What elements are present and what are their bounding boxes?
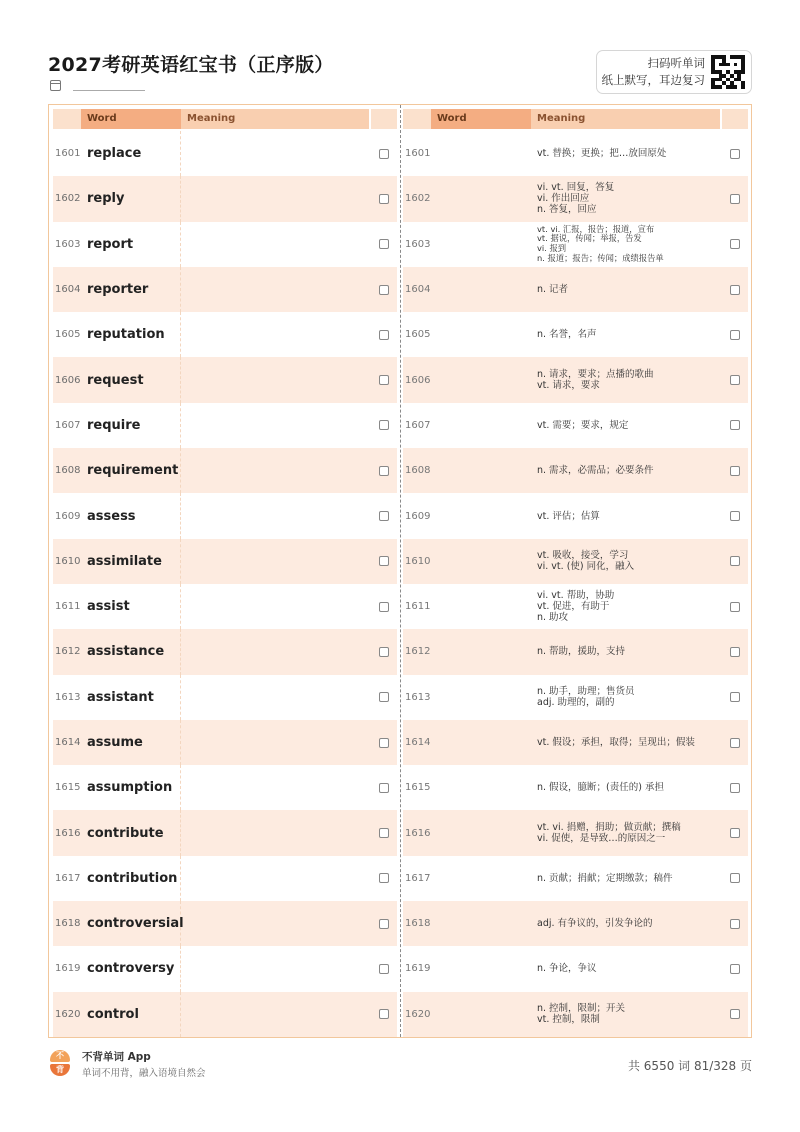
check-cell — [371, 222, 397, 267]
word-blank[interactable] — [431, 493, 531, 538]
checkbox[interactable] — [730, 828, 740, 838]
checkbox[interactable] — [730, 1009, 740, 1019]
table-row — [53, 629, 397, 674]
checkbox[interactable] — [379, 375, 389, 385]
checkbox[interactable] — [379, 194, 389, 204]
row-number: 1602 — [405, 193, 431, 205]
row-number: 1603 — [405, 238, 431, 250]
table-row — [53, 357, 397, 402]
check-cell — [722, 856, 748, 901]
header-number-cell — [403, 109, 431, 129]
row-number: 1608 — [55, 465, 81, 477]
app-name: 不背单词 App — [82, 1051, 151, 1063]
check-cell — [371, 584, 397, 629]
table-row — [53, 856, 397, 901]
row-number: 1601 — [55, 148, 81, 160]
table-row — [53, 493, 397, 538]
app-slogan: 单词不用背，融入语境自然会 — [82, 1068, 206, 1079]
checkbox[interactable] — [730, 738, 740, 748]
check-cell — [371, 493, 397, 538]
row-number: 1602 — [55, 193, 81, 205]
table-row — [53, 539, 397, 584]
row-number: 1619 — [405, 963, 431, 975]
table-row — [403, 810, 748, 855]
table-row — [53, 222, 397, 267]
row-word: contribute — [81, 810, 181, 855]
row-meaning: n. 争论，争议 — [537, 963, 597, 975]
row-word: assistant — [81, 675, 181, 720]
table-row — [53, 312, 397, 357]
row-word: request — [81, 357, 181, 402]
left-dictation-column — [53, 105, 397, 1037]
checkbox[interactable] — [730, 330, 740, 340]
row-word: replace — [81, 131, 181, 176]
row-number: 1611 — [405, 601, 431, 613]
check-cell — [371, 901, 397, 946]
table-row — [53, 901, 397, 946]
row-number: 1606 — [405, 374, 431, 386]
row-number: 1609 — [405, 510, 431, 522]
row-number: 1611 — [55, 601, 81, 613]
row-word: assume — [81, 720, 181, 765]
row-word: require — [81, 403, 181, 448]
check-cell — [722, 222, 748, 267]
table-row — [403, 222, 748, 267]
check-cell — [371, 992, 397, 1037]
table-row — [53, 992, 397, 1037]
checkbox[interactable] — [379, 1009, 389, 1019]
page-title: 2027考研英语红宝书（正序版） — [48, 54, 334, 76]
table-row — [403, 946, 748, 991]
table-row — [53, 584, 397, 629]
row-number: 1615 — [55, 782, 81, 794]
check-cell — [371, 539, 397, 584]
table-row — [53, 403, 397, 448]
page-info: 共 6550 词 81/328 页 — [627, 1059, 752, 1073]
checkbox[interactable] — [379, 511, 389, 521]
row-word: assistance — [81, 629, 181, 674]
checkbox[interactable] — [379, 738, 389, 748]
checkbox[interactable] — [730, 466, 740, 476]
check-cell — [722, 493, 748, 538]
table-row — [53, 720, 397, 765]
checkbox[interactable] — [730, 420, 740, 430]
row-number: 1609 — [55, 510, 81, 522]
date-field — [50, 80, 145, 91]
check-cell — [371, 946, 397, 991]
table-row — [53, 448, 397, 493]
check-cell — [371, 403, 397, 448]
checkbox[interactable] — [730, 556, 740, 566]
checkbox[interactable] — [730, 511, 740, 521]
checkbox[interactable] — [730, 692, 740, 702]
row-number: 1616 — [55, 827, 81, 839]
word-blank[interactable] — [431, 946, 531, 991]
row-meaning: adj. 有争议的，引发争论的 — [537, 918, 653, 930]
check-cell — [722, 131, 748, 176]
row-meaning: vt. vi. 汇报，报告；报道，宣布 vt. 据说，传闻；举报，告发 vi. 报到 n. 报道；报告；传闻；成绩报告单 — [537, 223, 664, 264]
row-number: 1605 — [405, 329, 431, 341]
row-meaning: vt. 吸收，接受，学习 vi. vt. (使) 同化，融入 — [537, 550, 635, 573]
table-row — [403, 539, 748, 584]
row-number: 1608 — [405, 465, 431, 477]
row-meaning: n. 贡献；捐献；定期缴款；稿件 — [537, 872, 673, 884]
table-row — [403, 176, 748, 221]
left-rows — [53, 131, 397, 1037]
check-cell — [722, 357, 748, 402]
check-cell — [722, 267, 748, 312]
word-table — [48, 104, 752, 1038]
row-word: assumption — [81, 765, 181, 810]
word-blank[interactable] — [431, 720, 531, 765]
table-row — [53, 675, 397, 720]
checkbox[interactable] — [730, 647, 740, 657]
check-cell — [371, 810, 397, 855]
row-number: 1607 — [405, 419, 431, 431]
qr-caption-line1: 扫码听单词 — [647, 56, 705, 70]
row-number: 1610 — [405, 555, 431, 567]
checkbox[interactable] — [730, 194, 740, 204]
row-number: 1612 — [405, 646, 431, 658]
row-meaning: vt. 评估；估算 — [537, 510, 600, 522]
checkbox[interactable] — [379, 420, 389, 430]
right-answer-column — [403, 105, 748, 1037]
word-blank[interactable] — [431, 403, 531, 448]
checkbox[interactable] — [379, 149, 389, 159]
row-meaning: n. 记者 — [537, 284, 569, 296]
row-number: 1605 — [55, 329, 81, 341]
check-cell — [371, 675, 397, 720]
check-cell — [722, 312, 748, 357]
date-blank-line — [73, 81, 145, 91]
header-meaning: Meaning — [181, 109, 369, 129]
word-blank[interactable] — [431, 629, 531, 674]
header-number-cell — [53, 109, 81, 129]
row-meaning: vi. vt. 帮助，协助 vt. 促进，有助于 n. 助攻 — [537, 590, 615, 624]
row-meaning: vt. 需要；要求，规定 — [537, 419, 629, 431]
check-cell — [371, 312, 397, 357]
row-word: reply — [81, 176, 181, 221]
word-blank[interactable] — [431, 357, 531, 402]
checkbox[interactable] — [379, 783, 389, 793]
check-cell — [722, 448, 748, 493]
checkbox[interactable] — [730, 375, 740, 385]
word-blank[interactable] — [431, 584, 531, 629]
check-cell — [371, 448, 397, 493]
checkbox[interactable] — [730, 149, 740, 159]
row-number: 1603 — [55, 238, 81, 250]
table-row — [403, 901, 748, 946]
row-meaning: n. 帮助，援助，支持 — [537, 646, 626, 658]
table-row — [403, 267, 748, 312]
word-blank[interactable] — [431, 312, 531, 357]
table-row — [403, 584, 748, 629]
checkbox[interactable] — [379, 647, 389, 657]
row-word: reputation — [81, 312, 181, 357]
row-word: requirement — [81, 448, 181, 493]
row-number: 1617 — [55, 872, 81, 884]
checkbox[interactable] — [730, 285, 740, 295]
row-word: reporter — [81, 267, 181, 312]
check-cell — [371, 267, 397, 312]
word-blank[interactable] — [431, 810, 531, 855]
header-meaning: Meaning — [531, 109, 720, 129]
row-number: 1615 — [405, 782, 431, 794]
check-cell — [722, 810, 748, 855]
qr-module — [741, 85, 745, 89]
check-cell — [722, 629, 748, 674]
row-word: assist — [81, 584, 181, 629]
row-number: 1618 — [55, 918, 81, 930]
checkbox[interactable] — [730, 602, 740, 612]
table-row — [53, 131, 397, 176]
row-number: 1614 — [405, 737, 431, 748]
row-number: 1614 — [55, 737, 81, 748]
checkbox[interactable] — [379, 873, 389, 883]
word-blank[interactable] — [431, 131, 531, 176]
checkbox[interactable] — [730, 239, 740, 249]
row-meaning: vt. vi. 捐赠，捐助；做贡献；撰稿 vi. 促使，是导致…的原因之一 — [537, 822, 681, 845]
table-row — [403, 720, 748, 765]
left-table-header — [53, 109, 397, 129]
word-blank[interactable] — [431, 675, 531, 720]
row-number: 1613 — [405, 691, 431, 703]
row-meaning: n. 控制，限制；开关 vt. 控制，限制 — [537, 1003, 626, 1026]
table-row — [403, 675, 748, 720]
header-word: Word — [81, 109, 181, 129]
word-blank[interactable] — [431, 901, 531, 946]
check-cell — [371, 856, 397, 901]
check-cell — [722, 176, 748, 221]
header-check-cell — [722, 109, 748, 129]
row-word: contribution — [81, 856, 181, 901]
check-cell — [722, 675, 748, 720]
row-number: 1612 — [55, 646, 81, 658]
row-meaning: vt. 替换；更换；把…放回原处 — [537, 148, 667, 160]
qr-audio-box[interactable] — [596, 50, 752, 94]
check-cell — [371, 765, 397, 810]
row-number: 1616 — [405, 827, 431, 839]
right-rows — [403, 131, 748, 1037]
calendar-icon — [50, 80, 61, 91]
table-row — [403, 493, 748, 538]
row-meaning: vi. vt. 回复，答复 vi. 作出回应 n. 答复，回应 — [537, 182, 615, 216]
qr-code-icon[interactable] — [711, 55, 745, 89]
row-word: control — [81, 992, 181, 1037]
check-cell — [722, 946, 748, 991]
row-word: assess — [81, 493, 181, 538]
table-row — [403, 856, 748, 901]
table-row — [403, 448, 748, 493]
row-number: 1604 — [405, 284, 431, 296]
header-word: Word — [431, 109, 531, 129]
row-meaning: n. 请求，要求；点播的歌曲 vt. 请求，要求 — [537, 369, 654, 392]
word-blank[interactable] — [431, 539, 531, 584]
check-cell — [722, 765, 748, 810]
check-cell — [371, 357, 397, 402]
qr-caption — [597, 55, 711, 89]
checkbox[interactable] — [379, 919, 389, 929]
row-word: report — [81, 222, 181, 267]
word-blank[interactable] — [431, 765, 531, 810]
table-row — [403, 403, 748, 448]
table-row — [53, 810, 397, 855]
row-number: 1617 — [405, 872, 431, 884]
check-cell — [722, 539, 748, 584]
fold-divider — [400, 105, 401, 1037]
right-table-header — [403, 109, 748, 129]
checkbox[interactable] — [379, 556, 389, 566]
table-row — [403, 357, 748, 402]
row-meaning: n. 名誉，名声 — [537, 329, 597, 341]
row-meaning: n. 假设，臆断；(责任的) 承担 — [537, 782, 664, 794]
row-number: 1620 — [55, 1008, 81, 1020]
check-cell — [722, 901, 748, 946]
checkbox[interactable] — [730, 919, 740, 929]
row-number: 1610 — [55, 555, 81, 567]
checkbox[interactable] — [379, 828, 389, 838]
header-check-cell — [371, 109, 397, 129]
word-blank[interactable] — [431, 448, 531, 493]
row-number: 1604 — [55, 284, 81, 296]
row-word: assimilate — [81, 539, 181, 584]
row-number: 1619 — [55, 963, 81, 975]
checkbox[interactable] — [379, 330, 389, 340]
checkbox[interactable] — [379, 466, 389, 476]
row-number: 1613 — [55, 691, 81, 703]
check-cell — [722, 720, 748, 765]
check-cell — [371, 131, 397, 176]
checkbox[interactable] — [379, 692, 389, 702]
table-row — [53, 946, 397, 991]
row-word: controversial — [81, 901, 181, 946]
check-cell — [371, 629, 397, 674]
row-word: controversy — [81, 946, 181, 991]
qr-caption-line2: 纸上默写，耳边复习 — [601, 73, 705, 87]
check-cell — [371, 720, 397, 765]
logo-top-glyph: 不 — [50, 1050, 70, 1062]
table-row — [403, 629, 748, 674]
checkbox[interactable] — [730, 873, 740, 883]
table-row — [403, 765, 748, 810]
check-cell — [722, 403, 748, 448]
table-row — [53, 176, 397, 221]
checkbox[interactable] — [379, 285, 389, 295]
row-number: 1607 — [55, 419, 81, 431]
word-blank[interactable] — [431, 267, 531, 312]
app-logo — [50, 1050, 72, 1076]
check-cell — [722, 584, 748, 629]
check-cell — [371, 176, 397, 221]
checkbox[interactable] — [379, 964, 389, 974]
checkbox[interactable] — [379, 602, 389, 612]
word-blank[interactable] — [431, 856, 531, 901]
row-number: 1601 — [405, 148, 431, 160]
row-meaning: vt. 假设；承担，取得；呈现出；假装 — [537, 737, 695, 748]
check-cell — [722, 992, 748, 1037]
checkbox[interactable] — [730, 783, 740, 793]
table-row — [403, 992, 748, 1037]
word-blank[interactable] — [431, 222, 531, 267]
row-number: 1606 — [55, 374, 81, 386]
table-row — [53, 267, 397, 312]
table-row — [403, 312, 748, 357]
checkbox[interactable] — [730, 964, 740, 974]
checkbox[interactable] — [379, 239, 389, 249]
row-meaning: n. 需求，必需品；必要条件 — [537, 465, 654, 477]
table-row — [403, 131, 748, 176]
table-row — [53, 765, 397, 810]
word-blank[interactable] — [431, 176, 531, 221]
word-blank[interactable] — [431, 992, 531, 1037]
row-number: 1620 — [405, 1008, 431, 1020]
row-meaning: n. 助手，助理；售货员 adj. 助理的，副的 — [537, 686, 635, 709]
logo-bottom-glyph: 背 — [50, 1064, 70, 1076]
row-number: 1618 — [405, 918, 431, 930]
